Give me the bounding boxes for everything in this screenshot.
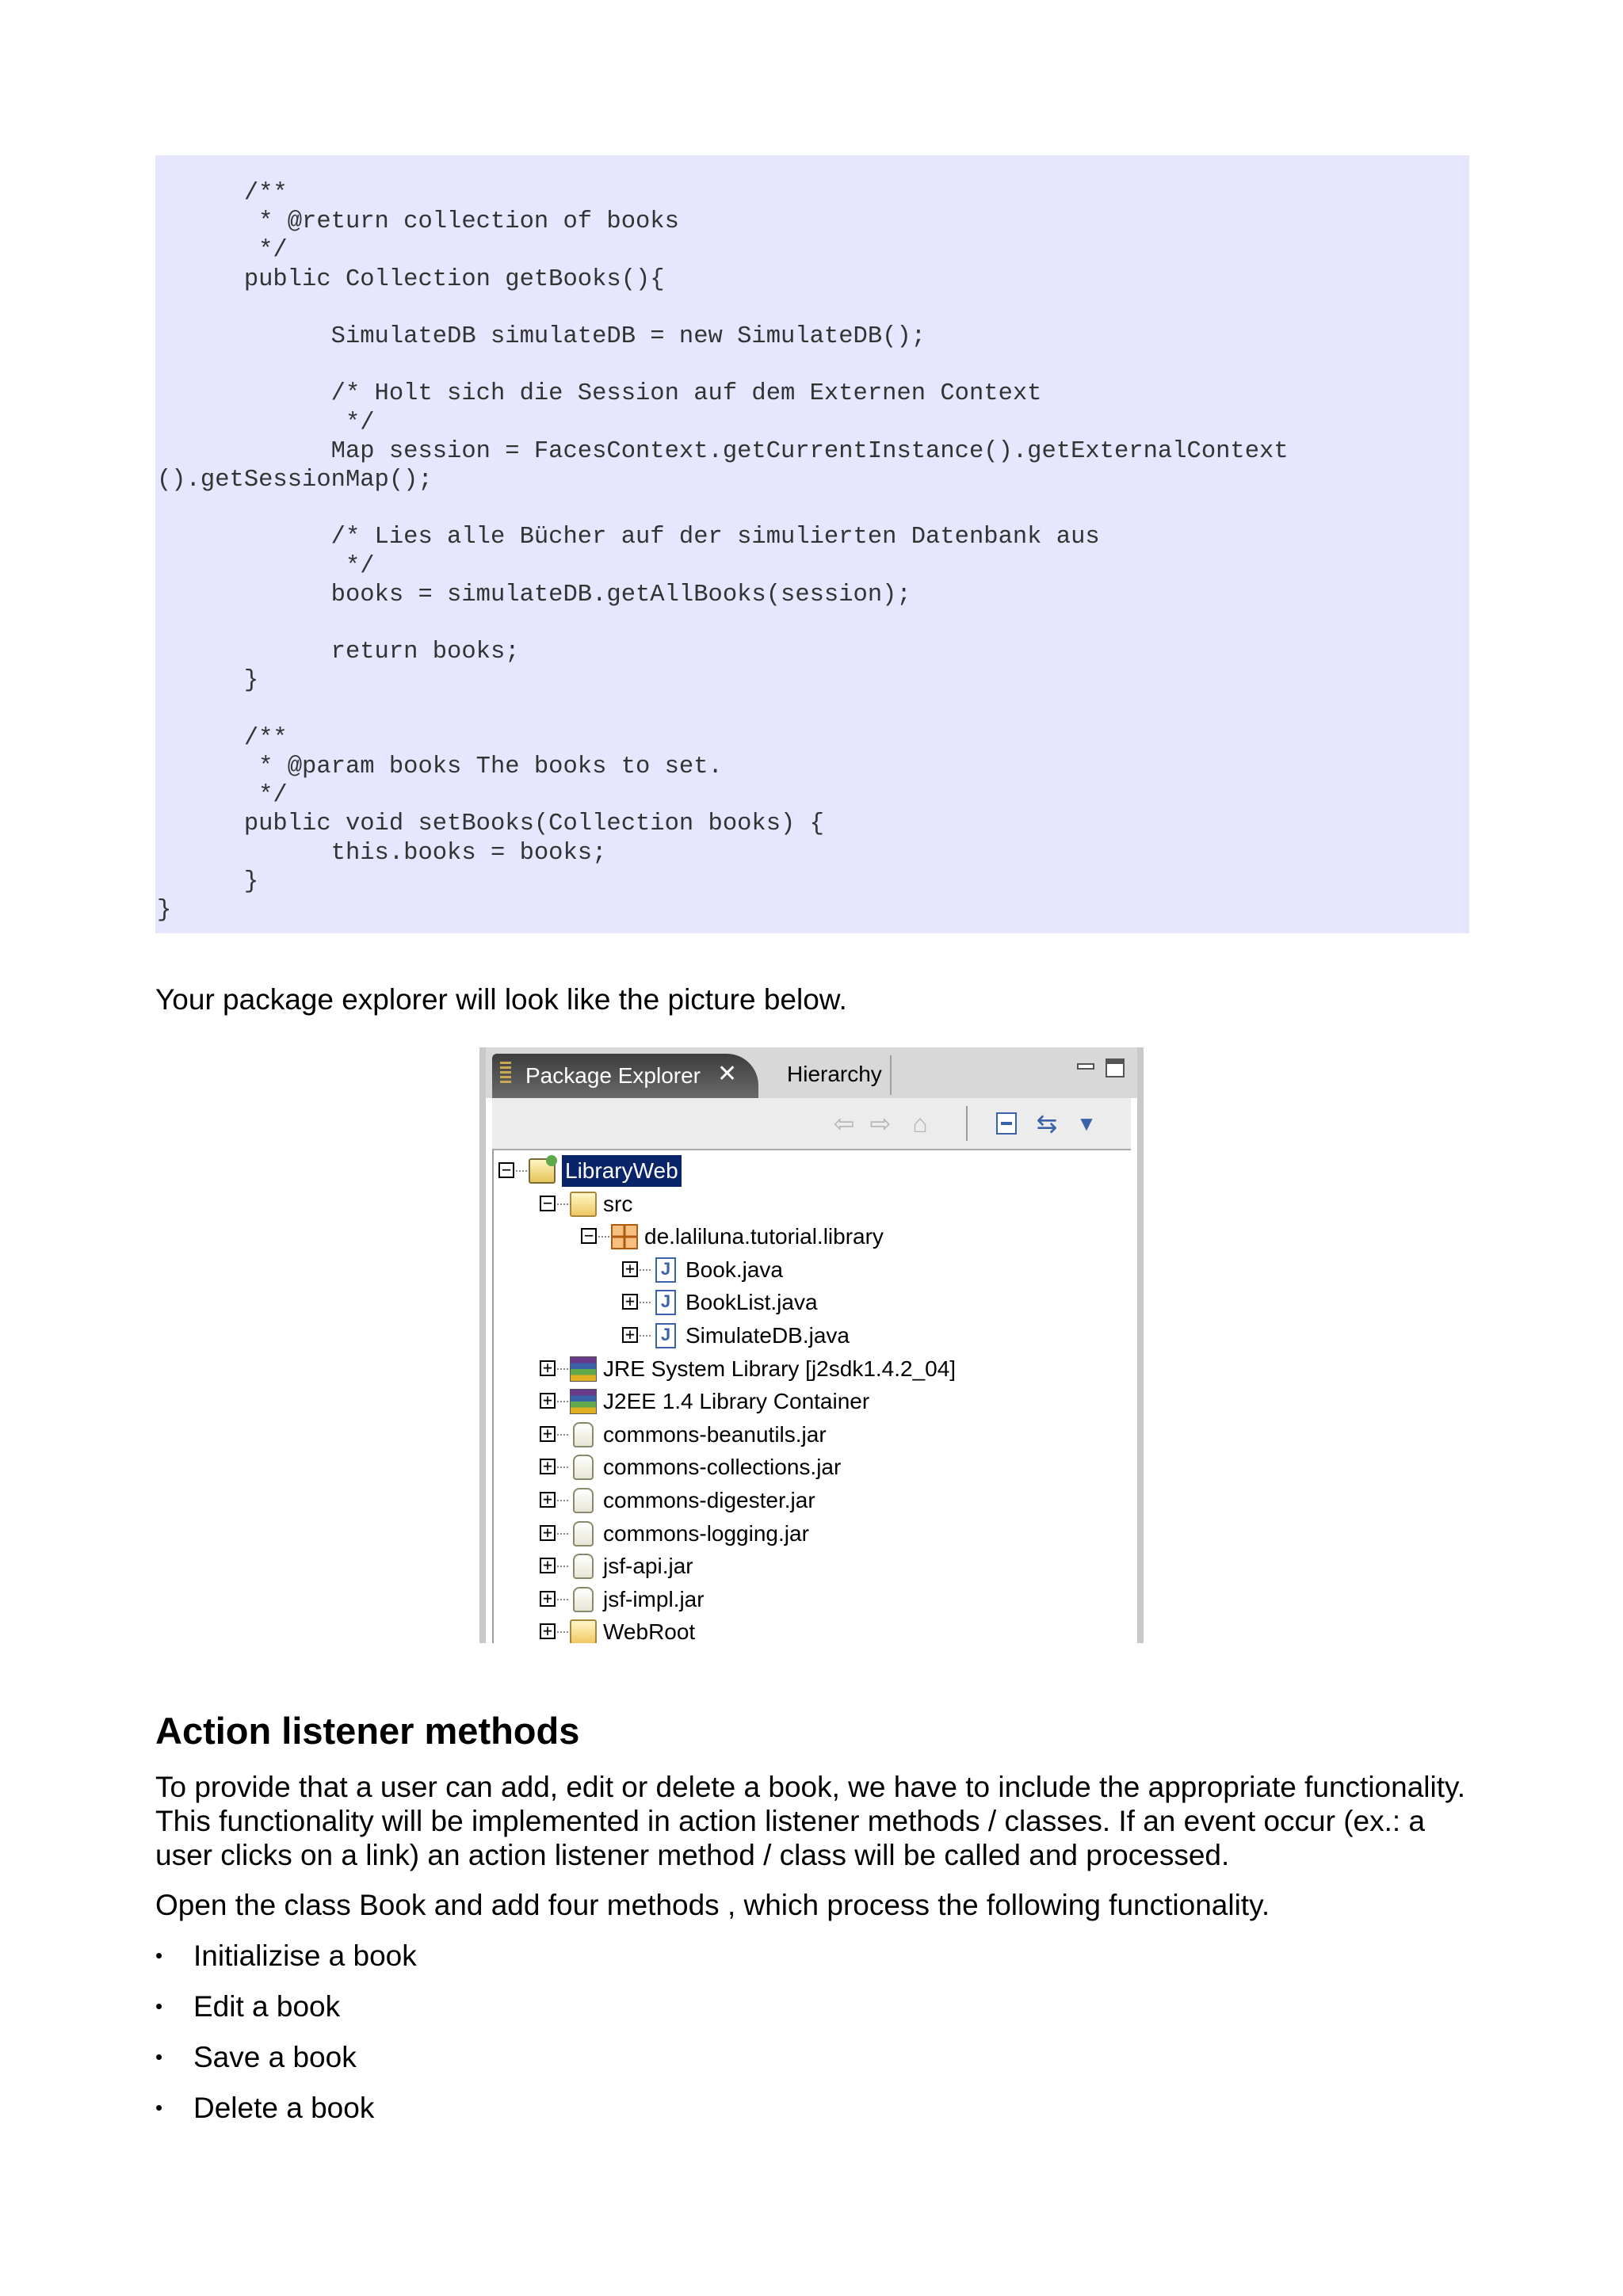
tree-connector (557, 1566, 568, 1567)
project-icon (529, 1158, 556, 1184)
tree-item-label: Book.java (685, 1257, 783, 1282)
package-explorer-screenshot (479, 1047, 1144, 1643)
toolbar-divider (966, 1106, 968, 1141)
library-icon (570, 1389, 597, 1414)
tree-connector (557, 1203, 568, 1205)
tab-package-explorer[interactable] (492, 1054, 758, 1098)
tree-item-label: WebRoot (603, 1619, 696, 1643)
body-paragraph: To provide that a user can add, edit or delete a book, we have to include the appropriate functionality. This functionality will be implemented in action listener methods / classes. If an event occur (ex.: a user clicks on a link) an action listener method / class will be called and processed. (155, 1771, 1466, 1871)
jar-icon (573, 1422, 594, 1447)
jar-icon (573, 1587, 594, 1612)
expand-icon[interactable]: + (622, 1294, 638, 1310)
tree-item-label: BookList.java (685, 1290, 818, 1315)
code-block (155, 155, 1469, 933)
list-item-label: Initializise a book (193, 1939, 417, 1972)
expand-icon[interactable]: + (540, 1525, 556, 1541)
tree-connector (557, 1401, 568, 1402)
bullet-icon: • (155, 2096, 163, 2119)
jar-icon (573, 1554, 594, 1579)
tree-connector (557, 1434, 568, 1436)
java-file-icon: J (655, 1257, 676, 1283)
library-icon (570, 1356, 597, 1382)
source-folder-icon (570, 1192, 597, 1217)
collapse-icon[interactable]: − (498, 1162, 514, 1178)
tree-connector (640, 1302, 651, 1303)
jar-icon (573, 1521, 594, 1547)
tree-item-label: J2EE 1.4 Library Container (603, 1389, 870, 1414)
link-with-editor-icon[interactable]: ⇆ (1036, 1109, 1058, 1138)
tree-connector (557, 1599, 568, 1600)
tree-connector (557, 1533, 568, 1535)
expand-icon[interactable]: + (540, 1360, 556, 1376)
forward-arrow-icon[interactable]: ⇨ (869, 1109, 892, 1138)
bullet-icon: • (155, 1943, 163, 1967)
tab-divider (890, 1055, 892, 1095)
folder-icon (570, 1619, 597, 1643)
expand-icon[interactable]: + (540, 1459, 556, 1474)
java-file-icon: J (655, 1290, 676, 1315)
tree-connector (557, 1500, 568, 1501)
tree-item-label: SimulateDB.java (685, 1323, 850, 1348)
tree-item-label: jsf-impl.jar (603, 1586, 705, 1611)
tree-item-label: de.laliluna.tutorial.library (644, 1224, 884, 1249)
expand-icon[interactable]: + (622, 1261, 638, 1277)
collapse-all-icon[interactable] (996, 1112, 1017, 1135)
expand-icon[interactable]: + (540, 1492, 556, 1508)
back-arrow-icon[interactable]: ⇦ (833, 1109, 855, 1138)
package-icon (611, 1224, 638, 1249)
bullet-icon: • (155, 1994, 163, 2018)
java-file-icon: J (655, 1323, 676, 1348)
list-item-label: Delete a book (193, 2092, 375, 2124)
tree-item-label: LibraryWeb (562, 1155, 682, 1187)
list-item-label: Edit a book (193, 1990, 341, 2023)
expand-icon[interactable]: + (622, 1327, 638, 1343)
tree-item-label: jsf-api.jar (603, 1554, 693, 1579)
tree-connector (557, 1368, 568, 1370)
tree-connector (640, 1335, 651, 1337)
tree-item-label: commons-collections.jar (603, 1455, 842, 1480)
collapse-icon[interactable]: − (581, 1228, 597, 1244)
tree-item-label: src (603, 1191, 633, 1216)
collapse-icon[interactable]: − (540, 1196, 556, 1211)
code-listing: /** * @return collection of books */ public Collection getBooks(){ SimulateDB simulateDB = new SimulateDB(); /* Holt sich die Session auf dem Externen Context */ Map session = FacesContext.getCurrentInstance().getExternalContext ().getSessionMap(); /* Lies alle Bücher auf der simulierten Datenbank aus */ books = simulateDB.getAllBooks(session); return books; } /** * @param books The books to set. */ public void setBooks(Collection books) { this.books = books; } } (157, 180, 1289, 925)
expand-icon[interactable]: + (540, 1426, 556, 1442)
maximize-icon[interactable] (1106, 1058, 1125, 1077)
package-explorer-icon (500, 1062, 511, 1085)
jar-icon (573, 1488, 594, 1513)
tree-item-label: commons-digester.jar (603, 1488, 815, 1512)
tree-connector (557, 1631, 568, 1633)
up-folder-icon[interactable]: ⌂ (912, 1109, 928, 1138)
section-heading: Action listener methods (155, 1710, 580, 1752)
expand-icon[interactable]: + (540, 1623, 556, 1639)
tab-package-explorer-label: Package Explorer (525, 1063, 701, 1088)
close-icon[interactable]: ✕ (717, 1061, 738, 1087)
view-toolbar (492, 1098, 1131, 1150)
view-title-bar (486, 1047, 1137, 1098)
body-paragraph-2: Open the class Book and add four methods , which process the following functionality. (155, 1889, 1270, 1921)
intro-paragraph: Your package explorer will look like the picture below. (155, 983, 847, 1016)
tree-connector (557, 1466, 568, 1468)
bullet-icon: • (155, 2045, 163, 2069)
expand-icon[interactable]: + (540, 1558, 556, 1573)
project-tree (492, 1150, 1131, 1643)
tree-connector (516, 1170, 527, 1172)
tab-hierarchy[interactable]: Hierarchy (787, 1062, 882, 1086)
tree-connector (598, 1236, 609, 1238)
minimize-icon[interactable] (1077, 1063, 1094, 1070)
jar-icon (573, 1455, 594, 1480)
expand-icon[interactable]: + (540, 1393, 556, 1409)
tree-item-label: commons-beanutils.jar (603, 1421, 827, 1447)
tree-item-label: JRE System Library [j2sdk1.4.2_04] (603, 1356, 957, 1381)
tree-connector (640, 1269, 651, 1271)
view-menu-icon[interactable]: ▼ (1076, 1112, 1097, 1135)
tree-item-label: commons-logging.jar (603, 1520, 809, 1546)
expand-icon[interactable]: + (540, 1591, 556, 1607)
list-item-label: Save a book (193, 2041, 357, 2073)
